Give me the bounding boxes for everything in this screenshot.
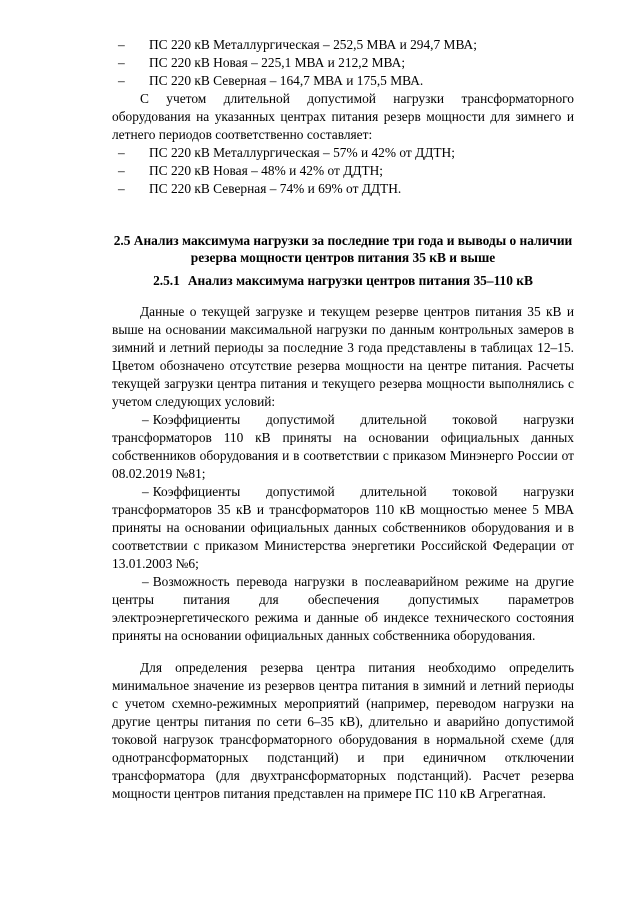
reserve-paragraph: С учетом длительной допустимой нагрузки трансформаторного оборудования на указанных центрах питания резерв мощности для зимнего и летнего периодов соответственно составляет: [112, 91, 574, 142]
list-dash: – [142, 412, 149, 427]
list-item: – ПС 220 кВ Металлургическая – 252,5 МВА и 294,7 МВА; [118, 37, 477, 52]
section-heading-line1: 2.5 Анализ максимума нагрузки за последние три года и выводы о наличии [113, 233, 573, 248]
list-item: – ПС 220 кВ Новая – 225,1 МВА и 212,2 МВА; [118, 55, 406, 70]
list-dash: – [142, 574, 149, 589]
list-item: – ПС 220 кВ Металлургическая – 57% и 42% от ДДТН; [118, 145, 455, 160]
list-item: – ПС 220 кВ Северная – 74% и 69% от ДДТН. [118, 181, 402, 196]
list-dash: – [142, 484, 149, 499]
list-item: – ПС 220 кВ Северная – 164,7 МВА и 175,5 МВА. [118, 73, 424, 88]
subsection-heading [112, 272, 574, 289]
section-heading-line2: резерва мощности центров питания 35 кВ и выше [190, 250, 496, 265]
top-list [112, 36, 574, 90]
list-item: – ПС 220 кВ Новая – 48% и 42% от ДДТН; [118, 163, 384, 178]
conditions-list [112, 411, 574, 645]
condition-item: – Возможность перевода нагрузки в послеаварийном режиме на другие центры питания для обеспечения допустимых параметров электроэнергетического режима и данные об индексе технического состояния приняты на основании официальных данных собственника оборудования. [112, 574, 574, 643]
reserve-list [112, 144, 574, 198]
condition-item: – Коэффициенты допустимой длительной токовой нагрузки трансформаторов 110 кВ приняты на основании официальных данных собственников оборудования и в соответствии с приказом Минэнерго России от 08.02.2019 №81; [112, 412, 574, 481]
list-dash: – [118, 181, 125, 196]
intro-paragraph: Данные о текущей загрузке и текущем резерве центров питания 35 кВ и выше на основании максимальной нагрузки по данным контрольных замеров в зимний и летний периоды за последние 3 года представлены в таблицах 12–15. Цветом обозначено отсутствие резерва мощности на центре питания. Расчеты текущей загрузки центра питания и текущего резерва мощности выполнялись с учетом следующих условий: [112, 304, 574, 409]
list-dash: – [118, 55, 125, 70]
list-dash: – [118, 73, 125, 88]
final-paragraph: Для определения резерва центра питания необходимо определить минимальное значение из резервов центра питания в зимний и летний периоды с учетом схемно-режимных мероприятий (например, переводом нагрузки на другие центры питания по сети 6–35 кВ), длительно и аварийно допустимой токовой нагрузок трансформаторного оборудования в нормальной схеме (для однотрансформаторных подстанций) и при единичном отключении трансформатора (для двухтрансформаторных подстанций). Расчет резерва мощности центров питания представлен на примере ПС 110 кВ Агрегатная. [112, 660, 574, 801]
list-dash: – [118, 37, 125, 52]
section-heading [112, 232, 574, 266]
subsection-title: Анализ максимума нагрузки центров питания 35–110 кВ [187, 273, 533, 288]
list-dash: – [118, 163, 125, 178]
subsection-number: 2.5.1 [153, 273, 180, 288]
condition-item: – Коэффициенты допустимой длительной токовой нагрузки трансформаторов 35 кВ и трансформаторов 110 кВ мощностью менее 5 МВА приняты на основании официальных данных собственников оборудования и в соответствии с приказом Министерства энергетики Российской Федерации от 13.01.2003 №6; [112, 484, 574, 571]
list-dash: – [118, 145, 125, 160]
